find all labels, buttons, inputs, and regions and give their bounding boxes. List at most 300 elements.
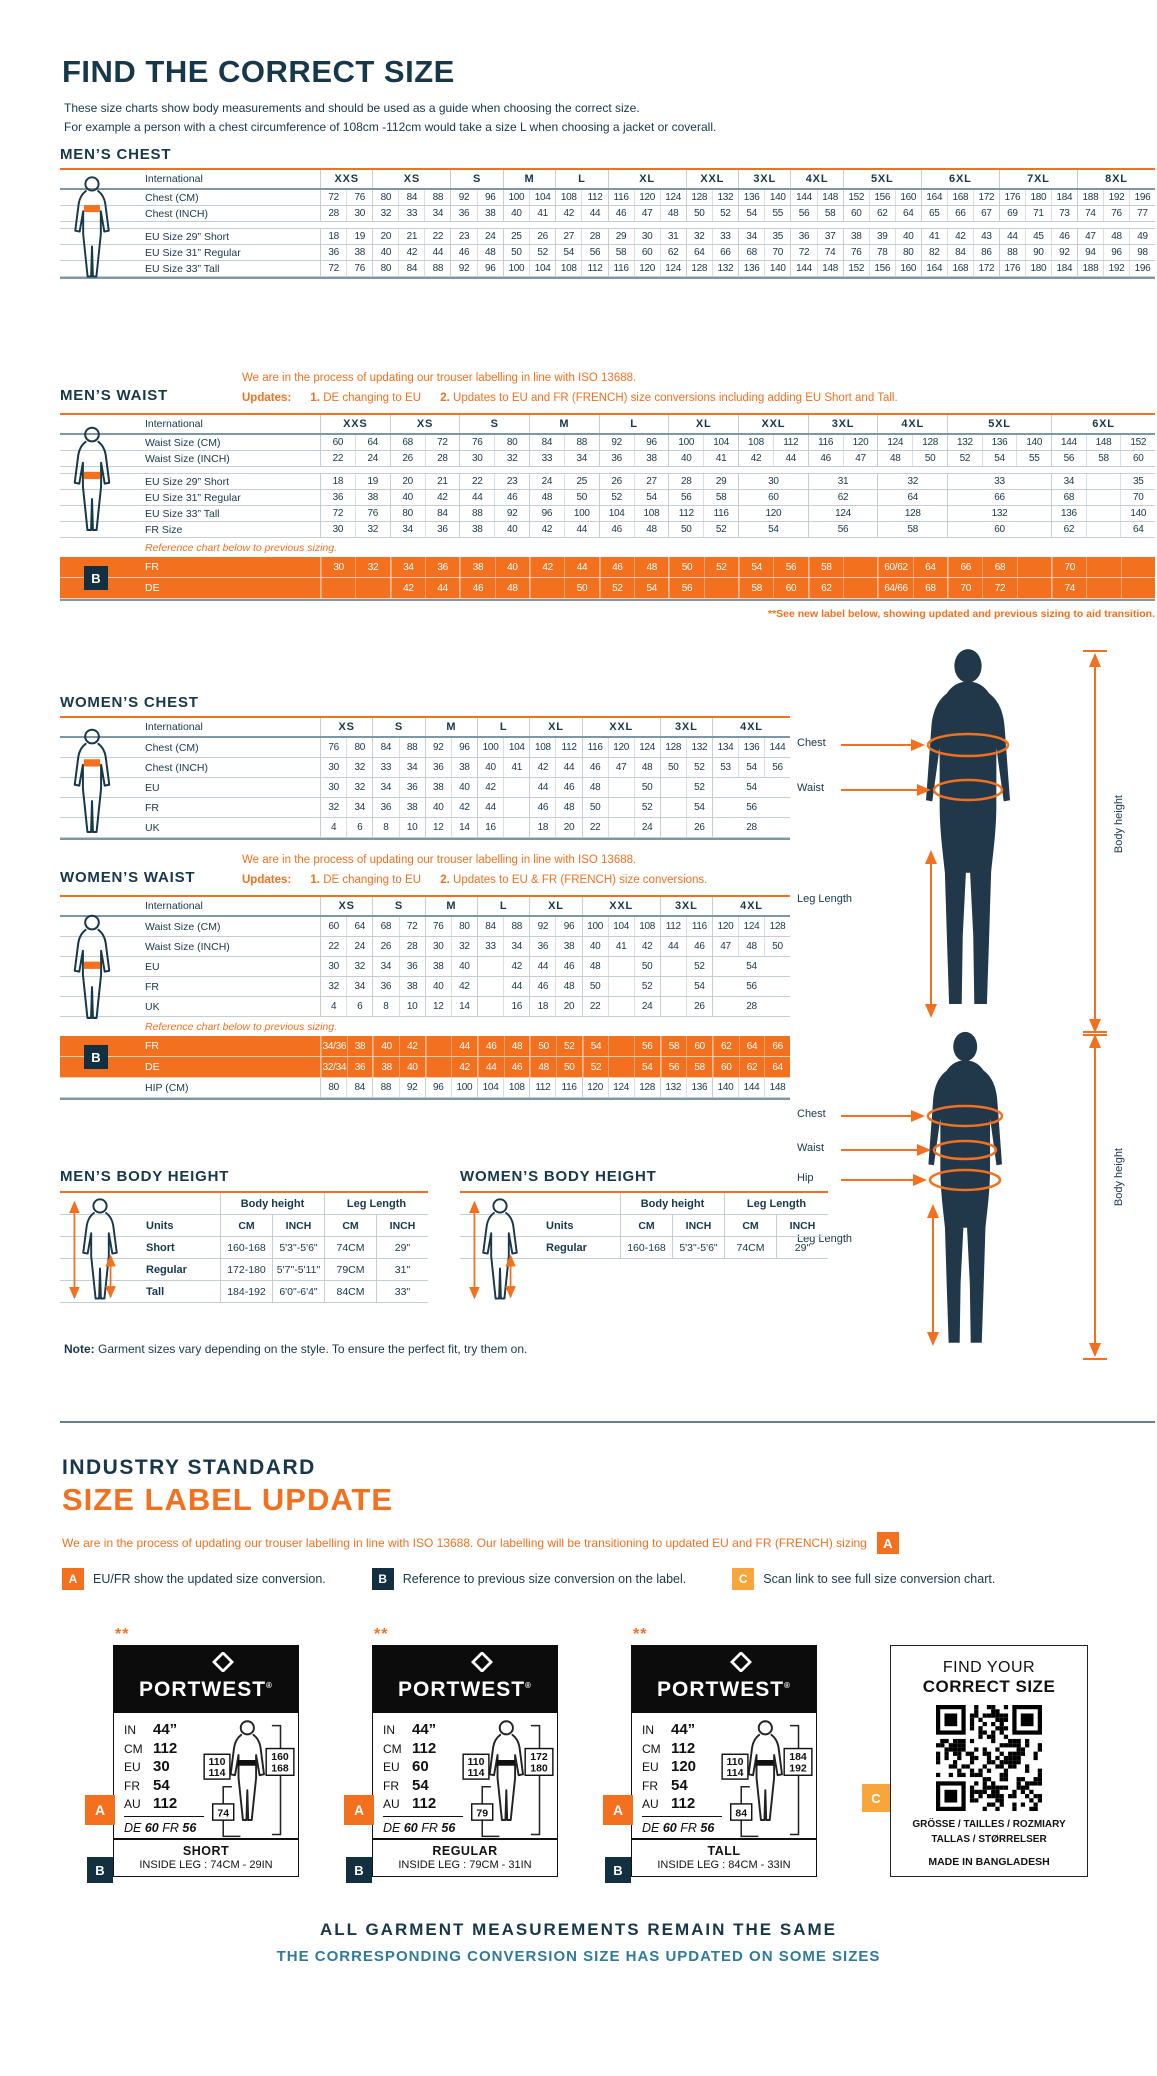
size-value-cell: 36 (798, 231, 810, 242)
size-group (712, 1078, 790, 1097)
size-value-cell: 76 (850, 247, 862, 258)
size-value-cell: 74 (1085, 208, 1096, 219)
size-group (599, 435, 669, 450)
unit-header: INCH (376, 1215, 428, 1236)
update-1-num: 1. (310, 392, 320, 404)
size-value-cell: 47 (720, 941, 731, 952)
size-value-cell: 56 (746, 981, 757, 992)
size-value-cell: 38 (373, 1057, 399, 1077)
size-value-cell: 40 (495, 557, 529, 577)
size-group (425, 937, 477, 956)
size-group (877, 435, 947, 450)
size-group (582, 738, 660, 757)
size-value-cell: 152 (848, 263, 865, 274)
row-groups (320, 190, 1155, 205)
size-value-cell: 76 (472, 437, 483, 448)
size-value-cell: 82 (929, 247, 940, 258)
size-value-cell: 100 (508, 263, 525, 274)
size-value-cell: 44 (537, 961, 549, 972)
size-value-cell (661, 798, 686, 817)
size-value-cell: 108 (748, 437, 764, 448)
size-group (738, 229, 790, 244)
size-group (608, 229, 686, 244)
corner-header: International (145, 721, 203, 733)
size-value-cell: 64 (764, 1057, 790, 1077)
size-value-cell: 164 (926, 192, 943, 203)
size-value-cell: 70 (1052, 557, 1086, 577)
size-value-cell: 50 (511, 247, 522, 258)
size-value-cell: 52 (704, 557, 738, 577)
size-spec-list (124, 1721, 177, 1814)
size-group (660, 937, 712, 956)
unit-header: CM (620, 1215, 672, 1236)
size-label-card (94, 1626, 299, 1878)
badge-b: B (84, 1045, 108, 1069)
size-value-cell: 160 (895, 190, 921, 205)
size-value-cell: 62 (869, 206, 895, 221)
size-group (320, 818, 372, 837)
size-group (320, 997, 372, 1016)
legend-text: Scan link to see full size conversion chart. (763, 1572, 996, 1586)
qr-languages-line1: GRÖSSE / TAILLES / ROZMIARY (912, 1819, 1066, 1830)
size-value-cell: 112 (581, 261, 607, 276)
leg-length-label: Leg Length (797, 1233, 853, 1245)
portwest-diamond-icon (730, 1652, 752, 1672)
size-value-cell: 152 (848, 192, 865, 203)
industry-standard-heading: INDUSTRY STANDARD (62, 1456, 316, 1479)
size-group (372, 190, 450, 205)
size-column-header: L (477, 897, 529, 915)
size-group (582, 937, 660, 956)
badge-b: B (84, 566, 108, 590)
size-group (668, 490, 738, 505)
size-value-cell: 196 (1129, 261, 1155, 276)
size-group (372, 997, 424, 1016)
size-column-header: 4XL (790, 170, 842, 188)
size-group (529, 957, 581, 976)
label-update-text: We are in the process of updating our trouser labelling in line with ISO 13688. Our labelling will be transitioning to updated EU and FR (FRENCH) sizing (62, 1536, 867, 1550)
size-value-cell: 36 (399, 778, 425, 797)
size-value-cell: 36 (537, 941, 549, 952)
size-value-cell: 160 (895, 261, 921, 276)
size-value-cell: 32 (346, 957, 372, 976)
size-value-cell: 98 (1129, 245, 1155, 260)
size-value-cell: 62 (1063, 524, 1075, 535)
size-value-cell (426, 1036, 452, 1056)
waist-label: Waist (797, 782, 825, 794)
size-value-cell: 64 (913, 557, 947, 577)
size-value-cell: 36 (328, 247, 339, 258)
size-value-cell: 88 (1007, 247, 1018, 258)
size-value-cell: 72 (328, 263, 339, 274)
row-label: FR Size (145, 523, 183, 536)
measurement-cell: 31" (376, 1259, 428, 1280)
male-measurement-figure (795, 645, 1157, 1040)
qr-languages-line2: TALLAS / STØRRELSER (931, 1834, 1047, 1845)
size-group (947, 506, 1051, 521)
legend-row (62, 1568, 1157, 1590)
size-group (390, 435, 460, 450)
table-row (60, 1036, 790, 1057)
size-group (668, 474, 738, 489)
table-row (60, 738, 790, 758)
size-value-cell: 132 (686, 738, 712, 757)
size-group (390, 557, 460, 577)
corner-header: International (145, 900, 203, 912)
size-value-cell: 24 (477, 229, 503, 244)
size-group (843, 245, 921, 260)
male-silhouette (795, 645, 1135, 1040)
size-value-cell: 28 (399, 937, 425, 956)
size-value-cell: 136 (743, 192, 760, 203)
size-value-cell: 104 (482, 1082, 499, 1093)
size-value-cell: 72 (798, 247, 810, 258)
size-value-cell: 64/66 (878, 578, 912, 598)
size-value-cell: 34 (346, 798, 372, 817)
size-value-cell: 44 (537, 782, 549, 793)
size-group (1077, 245, 1155, 260)
size-value-cell: 50 (912, 451, 947, 466)
size-value-cell: 10 (399, 997, 425, 1016)
size-value-cell: 54 (746, 782, 757, 793)
size-value-cell: 42 (391, 578, 425, 598)
size-value-cell: 40 (511, 208, 522, 219)
size-value-cell: 92 (458, 192, 470, 203)
unit-header: CM (724, 1215, 776, 1236)
size-value-cell: 67 (973, 206, 999, 221)
size-spec-row: EU 30 (124, 1758, 170, 1775)
size-value-cell: 86 (973, 245, 999, 260)
size-value-cell: 192 (1103, 261, 1129, 276)
size-value-cell: 55 (1016, 451, 1051, 466)
table-row (60, 1237, 428, 1259)
size-value-cell: 54 (583, 1036, 609, 1056)
size-group (459, 451, 529, 466)
size-group (947, 451, 1051, 466)
size-value-cell: 92 (611, 437, 622, 448)
size-value-cell: 33 (380, 762, 392, 773)
badge-b: B (346, 1857, 372, 1883)
size-value-cell: 132 (991, 508, 1008, 519)
table-row (60, 818, 790, 838)
size-value-cell: 104 (608, 508, 625, 519)
body-height-label: Body height (1113, 1148, 1125, 1207)
size-value-cell: 54 (634, 490, 669, 505)
iso-note-updates (242, 388, 1155, 408)
size-value-cell: 64 (693, 247, 705, 258)
size-value-cell: 96 (451, 738, 477, 757)
size-value-cell: 116 (818, 437, 834, 448)
reference-note: Reference chart below to previous sizing. (145, 1021, 338, 1033)
size-group (503, 190, 555, 205)
size-value-cell: 176 (1004, 192, 1021, 203)
size-value-cell: 8 (383, 1001, 389, 1012)
size-group (790, 229, 842, 244)
body-height-label: Body height (1113, 795, 1125, 854)
size-value-cell: 44 (581, 206, 607, 221)
size-value-cell: 44 (425, 578, 459, 598)
size-value-cell: 92 (458, 263, 470, 274)
size-value-cell: 60 (768, 492, 779, 503)
size-value-cell: 60 (850, 208, 862, 219)
measurement-cell: 29" (776, 1237, 828, 1258)
size-value-cell: 176 (1004, 263, 1021, 274)
size-group (738, 490, 808, 505)
label-body (94, 1713, 299, 1878)
size-value-cell: 50 (669, 557, 703, 577)
footer-line-2: THE CORRESPONDING CONVERSION SIZE HAS UPDATED ON SOME SIZES (276, 1948, 881, 1965)
womens-waist-heading: WOMEN’S WAIST (60, 869, 196, 886)
size-value-cell: 136 (982, 435, 1017, 450)
size-value-cell: 128 (691, 192, 708, 203)
size-value-cell: 22 (328, 941, 339, 952)
size-group (808, 451, 878, 466)
size-group (372, 818, 424, 837)
size-value-cell: 104 (529, 261, 555, 276)
size-group (738, 245, 790, 260)
size-value-cell: 112 (665, 921, 681, 932)
size-value-cell (321, 578, 355, 598)
size-value-cell (608, 778, 634, 797)
size-column-header: L (477, 718, 529, 736)
size-value-cell: 32 (328, 802, 339, 813)
size-value-cell (1017, 557, 1051, 577)
size-group (503, 261, 555, 276)
size-column-header: 3XL (660, 718, 712, 736)
row-label: Waist Size (CM) (145, 436, 221, 449)
size-group (459, 435, 529, 450)
size-value-cell: 38 (850, 231, 862, 242)
svg-text:114: 114 (467, 1767, 485, 1780)
size-value-cell: 40 (451, 957, 477, 976)
size-value-cell (1086, 578, 1120, 598)
size-value-cell: 16 (485, 822, 496, 833)
size-value-cell: 26 (529, 229, 555, 244)
size-value-cell: 92 (399, 1078, 425, 1097)
size-group (529, 474, 599, 489)
size-group (660, 977, 712, 996)
size-value-cell (608, 1057, 634, 1077)
size-value-cell (704, 578, 738, 598)
womens-body-height-heading: WOMEN’S BODY HEIGHT (460, 1168, 657, 1185)
chest-label: Chest (797, 737, 826, 749)
size-group (529, 818, 581, 837)
size-group (372, 917, 424, 936)
size-value-cell: 88 (472, 508, 483, 519)
inside-leg: INSIDE LEG : 84CM - 33IN (657, 1859, 791, 1871)
size-group (529, 451, 599, 466)
size-group (529, 917, 581, 936)
size-value-cell: 35 (764, 229, 790, 244)
size-group (477, 798, 529, 817)
table-row (60, 474, 1155, 490)
size-value-cell: 62 (713, 1036, 739, 1056)
size-value-cell: 38 (399, 798, 425, 817)
size-value-cell: 92 (432, 742, 444, 753)
intro-line-2: For example a person with a chest circumference of 108cm -112cm would take a size L when choosing a jacket or coverall. (64, 120, 717, 134)
row-groups (320, 261, 1155, 276)
label-footer (373, 1838, 557, 1876)
row-groups (320, 229, 1155, 244)
legend-item (372, 1568, 687, 1590)
size-value-cell: 112 (535, 1082, 551, 1093)
size-value-cell: 60 (686, 1036, 712, 1056)
size-value-cell (503, 818, 529, 837)
size-value-cell: 26 (380, 941, 392, 952)
size-value-cell: 46 (504, 1057, 530, 1077)
size-value-cell: 40 (451, 778, 477, 797)
size-value-cell: 88 (564, 435, 599, 450)
size-group (947, 435, 1051, 450)
size-value-cell (608, 818, 634, 837)
size-group (320, 917, 372, 936)
size-value-cell: 180 (1025, 190, 1051, 205)
size-value-cell: 58 (739, 578, 773, 598)
size-group (529, 1078, 581, 1097)
size-group (459, 522, 529, 537)
size-value-cell: 58 (907, 524, 918, 535)
size-group (320, 977, 372, 996)
badge-c: C (732, 1568, 754, 1590)
size-value-cell: 68 (1063, 492, 1075, 503)
size-value-cell: 88 (399, 738, 425, 757)
size-value-cell: 148 (1086, 435, 1121, 450)
size-column-header: XL (668, 415, 738, 433)
size-value-cell: 74 (1052, 578, 1086, 598)
size-value-cell: 50 (556, 1057, 582, 1077)
size-value-cell: 76 (346, 261, 372, 276)
size-group (660, 758, 712, 777)
size-group (582, 1078, 660, 1097)
size-value-cell: 36 (380, 981, 392, 992)
size-value-cell: 152 (1120, 435, 1155, 450)
size-group (712, 738, 790, 757)
size-value-cell: 24 (634, 997, 660, 1016)
size-value-cell: 56 (773, 557, 807, 577)
unit-header: INCH (776, 1215, 828, 1236)
size-value-cell: 6 (346, 997, 372, 1016)
size-value-cell: 76 (328, 742, 339, 753)
label-footnote-stars: ** (374, 1626, 389, 1643)
size-group (459, 474, 529, 489)
size-value-cell (608, 957, 634, 976)
size-value-cell: 46 (589, 762, 601, 773)
size-value-cell: 132 (712, 261, 738, 276)
size-group (372, 778, 424, 797)
garment-note (64, 1342, 527, 1356)
size-value-cell: 46 (555, 778, 581, 797)
size-value-cell: 42 (503, 957, 529, 976)
size-group (555, 229, 607, 244)
size-group (599, 451, 669, 466)
size-value-cell: 128 (904, 508, 921, 519)
size-value-cell (608, 997, 634, 1016)
size-group (921, 261, 999, 276)
size-value-cell: 40 (895, 229, 921, 244)
fit-row-label: Tall (146, 1285, 165, 1298)
row-label: EU (145, 960, 160, 973)
size-value-cell (608, 798, 634, 817)
size-value-cell: 92 (537, 921, 549, 932)
size-value-cell: 104 (608, 917, 634, 936)
size-value-cell: 66 (712, 245, 738, 260)
size-value-cell: 88 (424, 190, 450, 205)
header-groups (320, 718, 790, 736)
size-value-cell: 33 (994, 476, 1005, 487)
corner-header: International (145, 173, 203, 185)
size-value-cell: 50 (693, 208, 705, 219)
size-column-header: XXS (320, 170, 372, 188)
size-value-cell: 44 (564, 522, 599, 537)
size-value-cell: 140 (764, 261, 790, 276)
chest-label: Chest (797, 1108, 826, 1120)
size-value-cell: 27 (563, 231, 575, 242)
size-value-cell: 64 (1120, 522, 1155, 537)
header-groups (320, 170, 1155, 188)
size-value-cell (843, 578, 877, 598)
size-column-header: M (425, 897, 477, 915)
size-value-cell: 76 (346, 190, 372, 205)
size-group (320, 522, 390, 537)
unit-header: CM (324, 1215, 376, 1236)
table-row (60, 490, 1155, 506)
size-group (877, 474, 947, 489)
units-label: Units (146, 1219, 174, 1232)
size-value-cell: 49 (1129, 229, 1155, 244)
size-value-cell: 69 (1007, 208, 1018, 219)
size-value-cell: 88 (503, 917, 529, 936)
size-value-cell: 42 (398, 245, 424, 260)
leg-length-label: Leg Length (797, 893, 853, 905)
size-value-cell: 50 (634, 957, 660, 976)
table-row (60, 997, 790, 1017)
size-value-cell: 100 (451, 1078, 477, 1097)
size-value-cell: 56 (634, 1036, 660, 1056)
update-2-num: 2. (440, 392, 450, 404)
size-group (738, 522, 808, 537)
table-row (60, 977, 790, 997)
size-value-cell (1121, 557, 1155, 577)
size-value-cell: 70 (948, 578, 982, 598)
size-value-cell: 120 (765, 508, 782, 519)
size-value-cell: 116 (613, 192, 629, 203)
row-label: FR (145, 801, 159, 814)
size-group (712, 818, 790, 837)
size-group (668, 522, 738, 537)
previous-size-line: DE 60 FR 56 (383, 1816, 463, 1835)
size-value-cell: 84 (346, 1078, 372, 1097)
label-cards-row (94, 1626, 1088, 1878)
size-value-cell: 54 (982, 451, 1017, 466)
size-group (372, 937, 424, 956)
size-value-cell: 38 (399, 977, 425, 996)
size-value-cell: 48 (541, 492, 553, 503)
size-value-cell: 34 (503, 937, 529, 956)
size-value-cell: 40 (373, 1036, 399, 1056)
size-group (477, 997, 529, 1016)
size-value-cell: 46 (600, 557, 634, 577)
size-spec-row: CM 112 (124, 1739, 178, 1757)
size-value-cell: 148 (817, 261, 843, 276)
size-value-cell: 84 (485, 921, 496, 932)
size-value-cell: 46 (555, 957, 581, 976)
row-label: EU Size 31” Regular (145, 246, 241, 259)
size-value-cell (1121, 578, 1155, 598)
size-value-cell: 96 (477, 190, 503, 205)
table-row (60, 1259, 428, 1281)
measurement-cell: 84CM (324, 1281, 376, 1302)
size-group (921, 190, 999, 205)
